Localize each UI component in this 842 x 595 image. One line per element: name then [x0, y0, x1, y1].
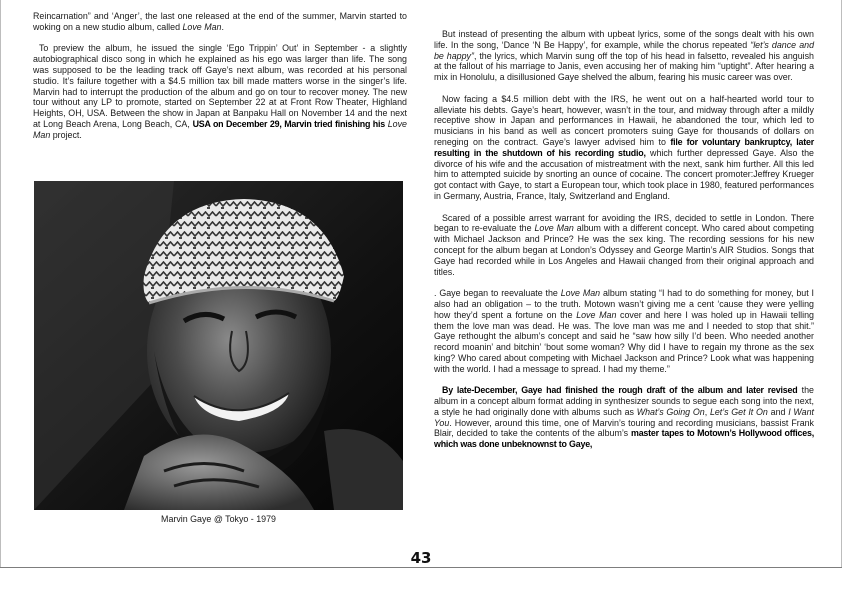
- paragraph: . Gaye began to reevaluate the Love Man album stating “I had to do something for money, but I also had an obligation – to the truth. Motown wasn’t giving me a cent ‘cause they were yelling how they’d spent a fortune on the Love Man cover and here I was holed up in Hawaii telling them the love man was dead. He was. The love man was me and I needed to stop that shit.” Gaye rethought the album’s concept and said he “saw how silly I’d been. Who needed another record moanin’ and bitchin’ ‘bout some woman? Why did I have to regain my throne as the sex king? Who cared about competing with Michael Jackson and Prince? Look what was happening with the world. I had a message to spread. I had my theme.”: [434, 288, 814, 374]
- photo-caption: Marvin Gaye @ Tokyo - 1979: [161, 514, 276, 524]
- highlighted-text: USA on December 29, Marvin tried finishing his: [192, 118, 385, 129]
- page-edge-left: [0, 0, 1, 567]
- highlighted-text: file for voluntary bankruptcy, later resulting in the shutdown of his recording studio,: [434, 136, 814, 158]
- page-bottom-rule: [0, 567, 842, 568]
- paragraph: But instead of presenting the album with upbeat lyrics, some of the songs dealt with his own life. In the song, ‘Dance ‘N Be Happy’, for example, while the chorus repeated “let’s dance and be happy”, the lyrics, which Marvin sung off the top of his head in falsetto, revealed his anguish at the fallout of his marriage to Janis, even accusing her of making him “uptight”. After hearing a mix in Honolulu, a disillusioned Gaye shelved the album, fearing his music career was over.: [434, 29, 815, 83]
- portrait-photo: [34, 181, 403, 510]
- paragraph: To preview the album, he issued the single ‘Ego Trippin’ Out’ in September - a slightly autobiographical disco song in which he explained as his ego was larger than life. The song was supposed to be the leading track off Gaye’s next album, was recorded at his personal studio. It’s failure together with a $4.5 million tax bill made matters worse in the singer’s life. Marvin had to interrupt the production of the album and go on tour to recover money. The new tour without any LP to promote, started on September 22 at at Front Row Theater, Highland Heights, OH, USA. Between the show in Japan at Banpaku Hall on November 14 and the next at Long Beach Arena, Long Beach, CA, USA on December 29, Marvin tried finishing his Love Man project.: [33, 43, 407, 140]
- highlighted-text: master tapes to Motown’s Hollywood offices, which was done unbeknownst to Gaye,: [434, 428, 815, 450]
- left-text-column: [33, 11, 407, 151]
- highlighted-text: By late-December, Gaye had finished the rough draft of the album and later revised: [442, 385, 798, 396]
- paragraph: By late-December, Gaye had finished the rough draft of the album and later revised the album in a concept album format adding in synthesizer sounds to segue each song into the next, a style he had originally done with albums such as What’s Going On, Let’s Get It On and I Want You. However, around this time, one of Marvin’s touring and recording musicians, bassist Frank Blair, decided to take the contents of the album’s master tapes to Motown’s Hollywood offices, which was done unbeknownst to Gaye,: [434, 385, 815, 450]
- page-number: 43: [410, 549, 432, 567]
- paragraph: Reincarnation” and ‘Anger’, the last one released at the end of the summer, Marvin started to woking on a new studio album, called Love Man.: [33, 11, 407, 32]
- paragraph: Now facing a $4.5 million debt with the IRS, he went out on a half-hearted world tour to alleviate his debts. Gaye’s heart, however, wasn’t in the tour, and midway through after a mildly receptive show in Japan and performances in Hawaii, he abandoned the tour, which led to musicians in his band as well as concert promoters suing Gaye for thousands of dollars on reneging on the contract. Gaye’s lawyer advised him to file for voluntary bankruptcy, later resulting in the shutdown of his recording studio, which further depressed Gaye. Also the divorce of his wife and the accusation of mistreatment with the next, sank him further. All this led him to attempted suicide by snorting an ounce of cocaine. The concert promoter:Jeffrey Krueger got contact with Gaye, to start a European tour, which took place in 1980, featured performances in Germany, Austria, France, Italy, Switzerland and England.: [434, 93, 814, 201]
- right-text-column: [434, 29, 814, 461]
- paragraph: Scared of a possible arrest warrant for avoiding the IRS, decided to settle in London. There began to re-evaluate the Love Man album with a different concept. Who cared about competing with Michael Jackson and Prince? He was the sex king. The recording sessions for his new concept for the album began at London’s Odyssey and George Martin’s AIR Studios. Songs that Gaye had recorded while in Los Angeles and Hawaii changed from their original approach and titles.: [434, 212, 814, 277]
